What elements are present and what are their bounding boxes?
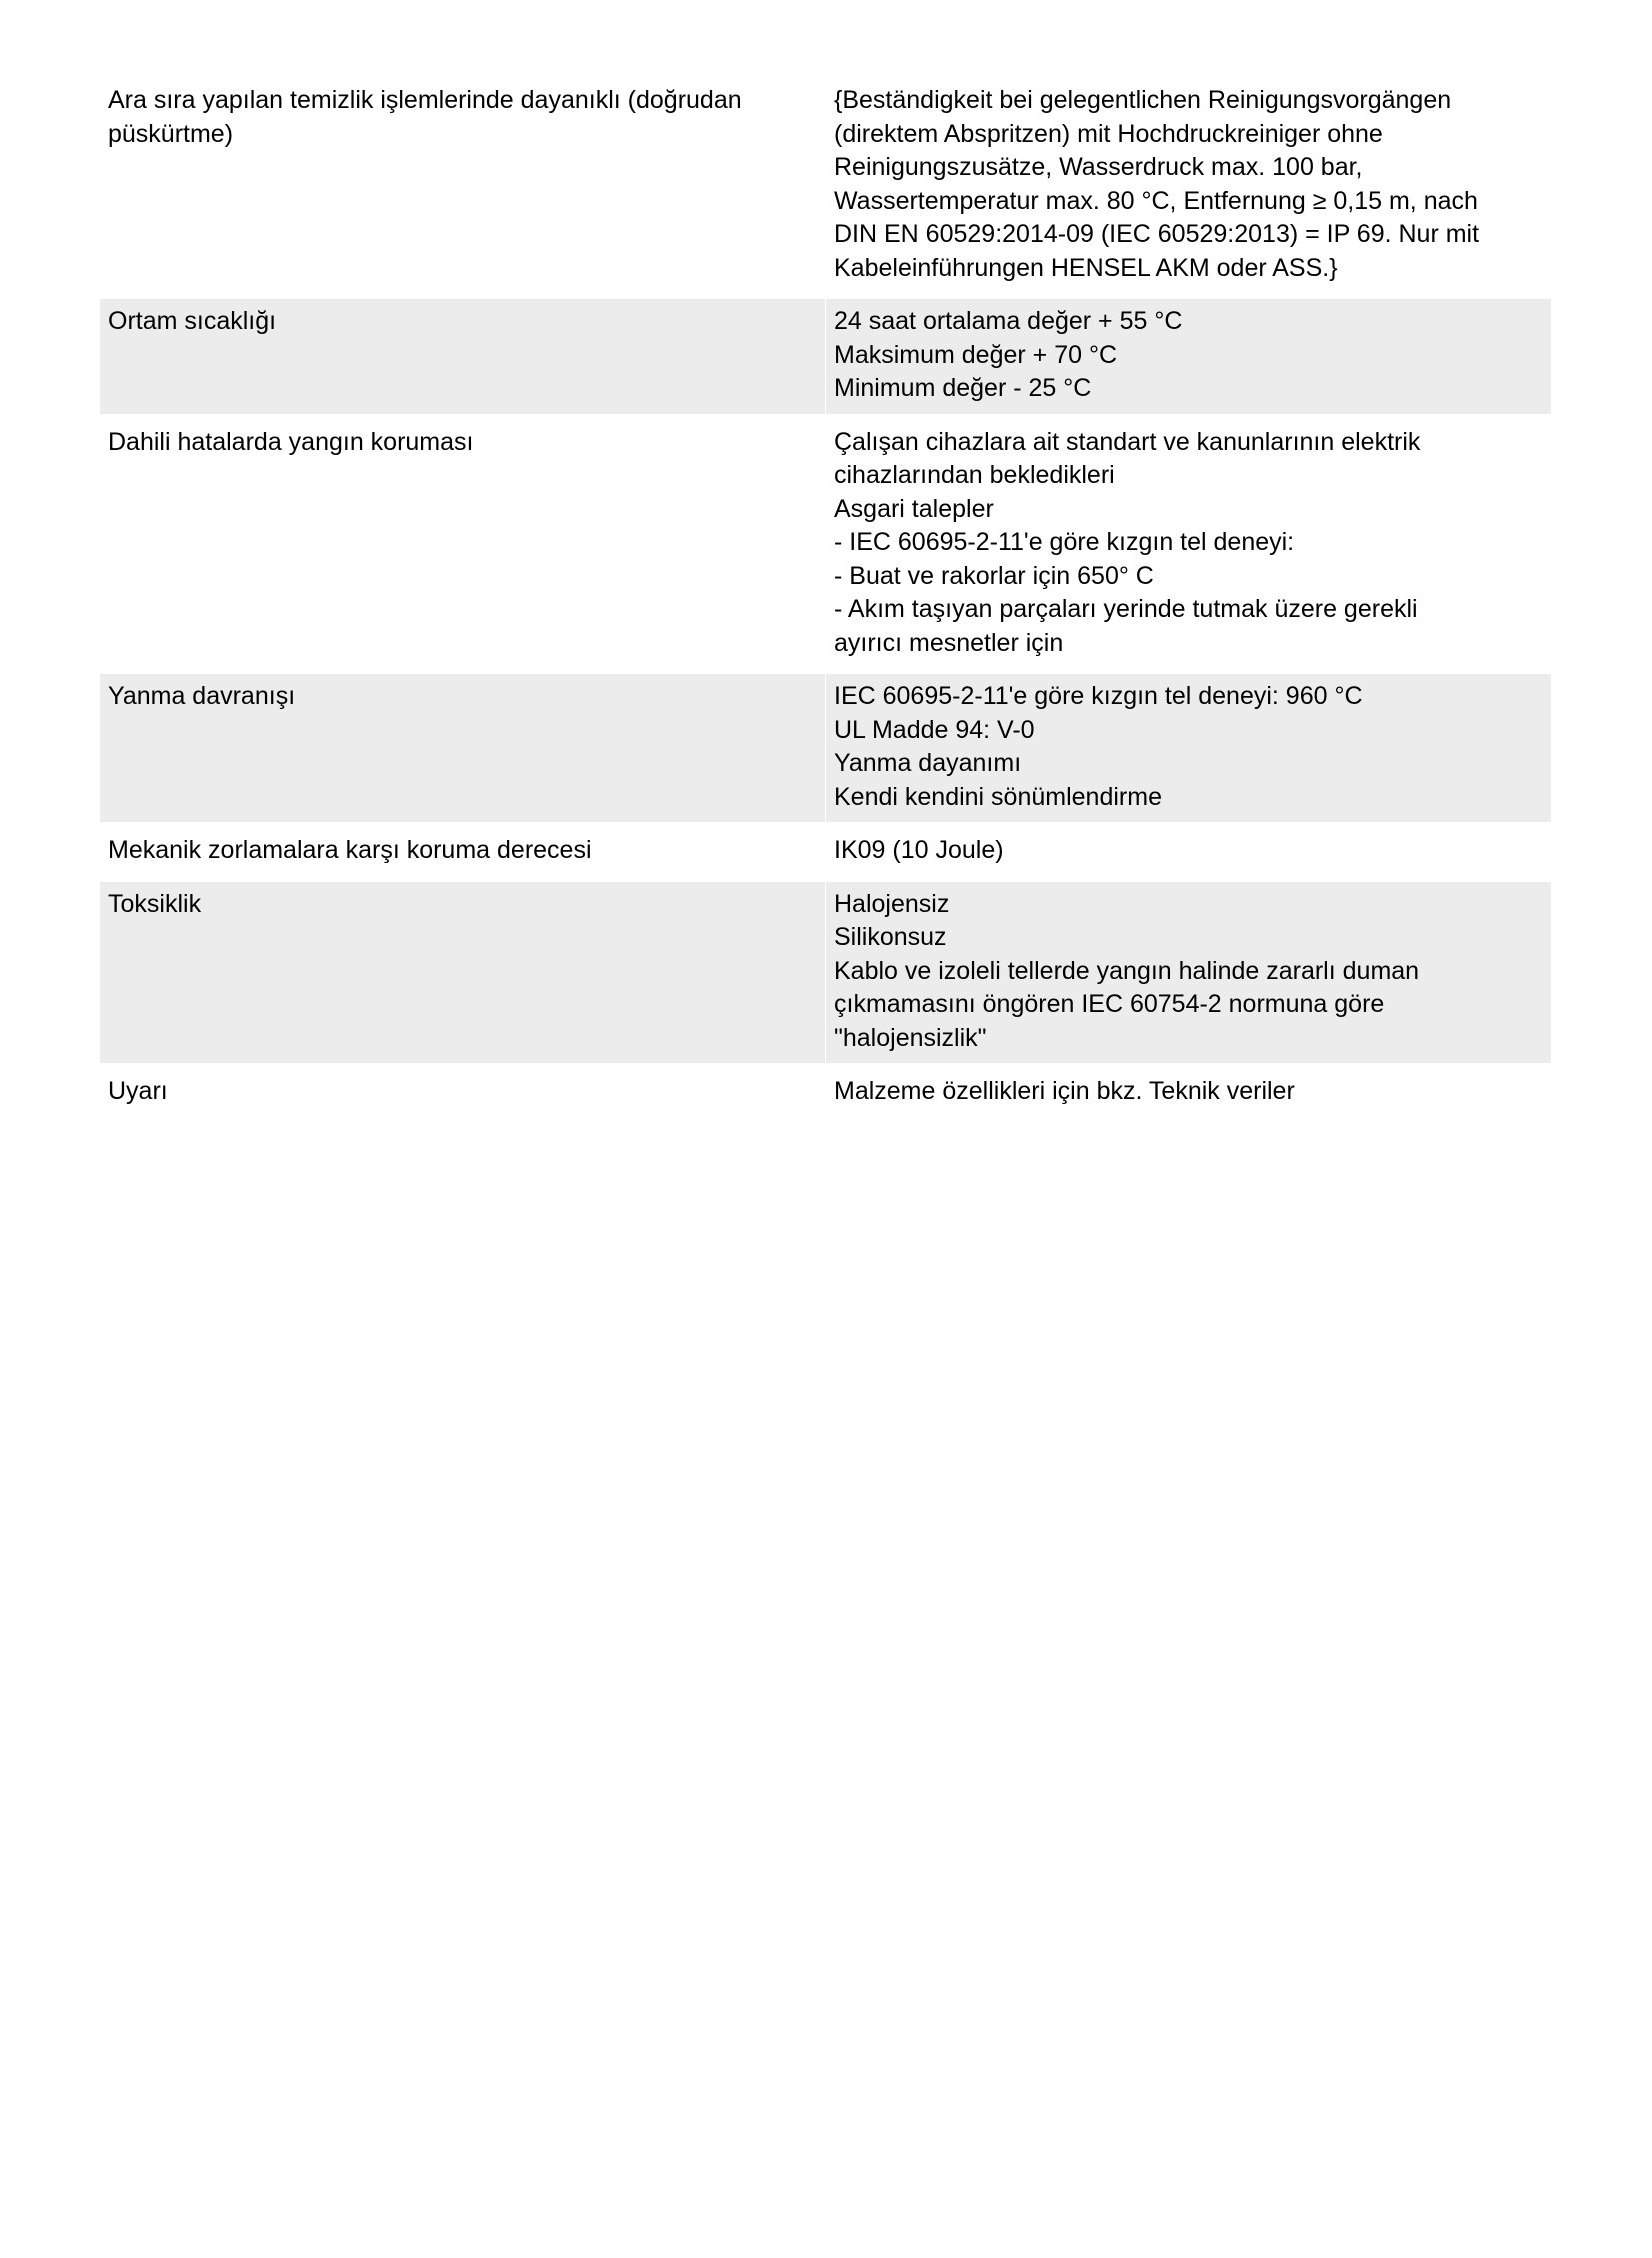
spec-row [100, 674, 1551, 822]
spec-row [100, 828, 1551, 876]
spec-value [826, 828, 1551, 876]
spec-value-line: Kendi kendini sönümlendirme [834, 782, 1162, 811]
spec-value-line: Halojensiz [834, 889, 950, 918]
spec-value-line: 24 saat ortalama değer + 55 °C [834, 307, 1183, 335]
spec-label: Toksiklik [100, 882, 825, 1064]
spec-label: Mekanik zorlamalara karşı koruma derecesi [108, 836, 592, 864]
spec-value-line: Yanma dayanımı [834, 749, 1022, 777]
spec-value-line: Çalışan cihazlara ait standart ve kanunlarının elektrik [834, 427, 1421, 456]
spec-value-line: Malzeme özellikleri için bkz. Teknik veriler [834, 1077, 1295, 1105]
spec-value-line: (direktem Abspritzen) mit Hochdruckreiniger ohne [834, 119, 1383, 148]
spec-value-line: Silikonsuz [834, 923, 947, 951]
spec-value [826, 882, 1551, 1064]
spec-row [100, 299, 1551, 414]
spec-label: Uyarı [108, 1077, 168, 1105]
spec-row [100, 1069, 1551, 1117]
spec-value-line: - Akım taşıyan parçaları yerinde tutmak üzere gerekli [834, 595, 1418, 623]
spec-value-line: {Beständigkeit bei gelegentlichen Reinigungsvorgängen [834, 86, 1452, 114]
spec-value-line: Reinigungszusätze, Wasserdruck max. 100 bar, [834, 153, 1363, 181]
spec-value-line: Minimum değer - 25 °C [834, 374, 1092, 402]
spec-value-line: çıkmamasını öngören IEC 60754-2 normuna göre [834, 990, 1385, 1018]
spec-value-line: UL Madde 94: V-0 [834, 715, 1035, 744]
spec-label: Ara sıra yapılan temizlik işlemlerinde dayanıklı (doğrudan püskürtme) [108, 86, 742, 148]
spec-table [100, 78, 1551, 1123]
spec-value-line: - IEC 60695-2-11'e göre kızgın tel deneyi: [834, 528, 1295, 556]
spec-value [826, 674, 1551, 822]
spec-value-line: "halojensizlik" [834, 1023, 987, 1052]
spec-value-line: Kabeleinführungen HENSEL AKM oder ASS.} [834, 253, 1338, 282]
spec-value-line: IK09 (10 Joule) [834, 836, 1004, 864]
spec-value [826, 1069, 1551, 1117]
spec-value [826, 299, 1551, 414]
spec-value-line: ayırıcı mesnetler için [834, 628, 1064, 657]
spec-value-line: DIN EN 60529:2014-09 (IEC 60529:2013) = IP 69. Nur mit [834, 220, 1480, 248]
spec-value-line: - Buat ve rakorlar için 650° C [834, 561, 1154, 590]
spec-row [100, 420, 1551, 669]
spec-label: Dahili hatalarda yangın koruması [108, 427, 474, 456]
spec-value-line: Maksimum değer + 70 °C [834, 340, 1118, 369]
spec-value [826, 78, 1551, 293]
spec-row [100, 78, 1551, 293]
spec-value-line: Wassertemperatur max. 80 °C, Entfernung ≥ 0,15 m, nach [834, 186, 1478, 215]
spec-value [826, 420, 1551, 669]
spec-value-line: cihazlarından bekledikleri [834, 461, 1115, 489]
spec-value-line: Asgari talepler [834, 494, 994, 523]
spec-label: Yanma davranışı [100, 674, 825, 822]
spec-value-line: Kablo ve izoleli tellerde yangın halinde zararlı duman [834, 956, 1420, 985]
spec-value-line: IEC 60695-2-11'e göre kızgın tel deneyi: 960 °C [834, 682, 1363, 710]
spec-row [100, 882, 1551, 1064]
spec-label: Ortam sıcaklığı [100, 299, 825, 414]
